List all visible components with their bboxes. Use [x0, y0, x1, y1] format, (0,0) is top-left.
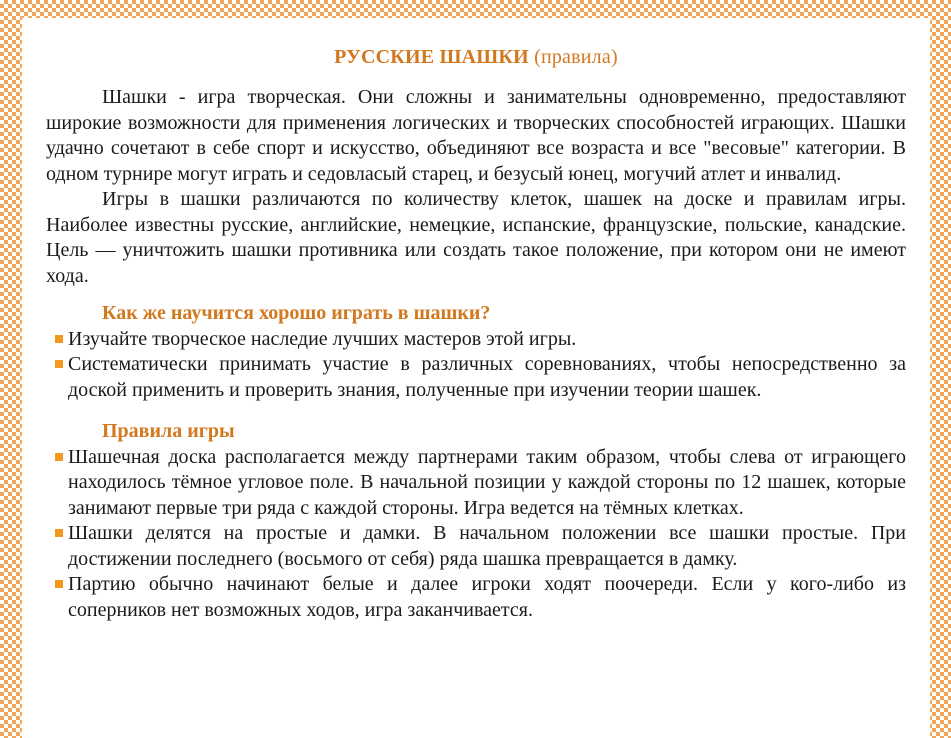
title-main: РУССКИЕ ШАШКИ: [334, 46, 529, 68]
intro-paragraph-2: Игры в шашки различаются по количеству клеток, шашек на доске и правилам игры. Наиболее известны русские, английские, немецкие, испанские, французские, польские, канадские. Цель — уничтожить шашки противника или создать такое положение, при котором они не имеют хода.: [46, 188, 906, 287]
title-sub: (правила): [534, 46, 618, 68]
list-item-text: Изучайте творческое наследие лучших мастеров этой игры.: [68, 327, 577, 350]
list-item-text: Шашечная доска располагается между партнерами таким образом, чтобы слева от играющего находилось тёмное угловое поле. В начальной позиции у каждой стороны по 12 шашек, которые занимают первые три ряда с каждой стороны. Игра ведется на тёмных клетках.: [68, 445, 906, 519]
page-title: [46, 46, 906, 69]
list-item-text: Шашки делятся на простые и дамки. В начальном положении все шашки простые. При достижении последнего (восьмого от себя) ряда шашка превращается в дамку.: [68, 522, 906, 570]
document-page: [22, 18, 930, 738]
list-item: [46, 445, 906, 522]
list-item: [46, 327, 906, 353]
rules-list: [46, 445, 906, 624]
learn-heading: Как же научится хорошо играть в шашки?: [102, 302, 491, 324]
square-bullet-icon: [55, 529, 63, 537]
rules-heading: Правила игры: [102, 420, 235, 442]
list-item-text: Систематически принимать участие в различных соревнованиях, чтобы непосредственно за доской применить и проверить знания, полученные при изучении теории шашек.: [68, 353, 906, 401]
square-bullet-icon: [55, 335, 63, 343]
square-bullet-icon: [55, 360, 63, 368]
square-bullet-icon: [55, 580, 63, 588]
list-item-text: Партию обычно начинают белые и далее игроки ходят поочереди. Если у кого-либо из соперников нет возможных ходов, игра заканчивается.: [68, 573, 906, 621]
square-bullet-icon: [55, 453, 63, 461]
intro-paragraph-1: Шашки - игра творческая. Они сложны и занимательны одновременно, предоставляют широкие возможности для применения логических и творческих способностей играющих. Шашки удачно сочетают в себе спорт и искусство, объединяют все возраста и все "весовые" категории. В одном турнире могут играть и седовласый старец, и безусый юнец, могучий атлет и инвалид.: [46, 86, 906, 185]
list-item: [46, 352, 906, 403]
list-item: [46, 521, 906, 572]
learn-list: [46, 327, 906, 404]
list-item: [46, 572, 906, 623]
